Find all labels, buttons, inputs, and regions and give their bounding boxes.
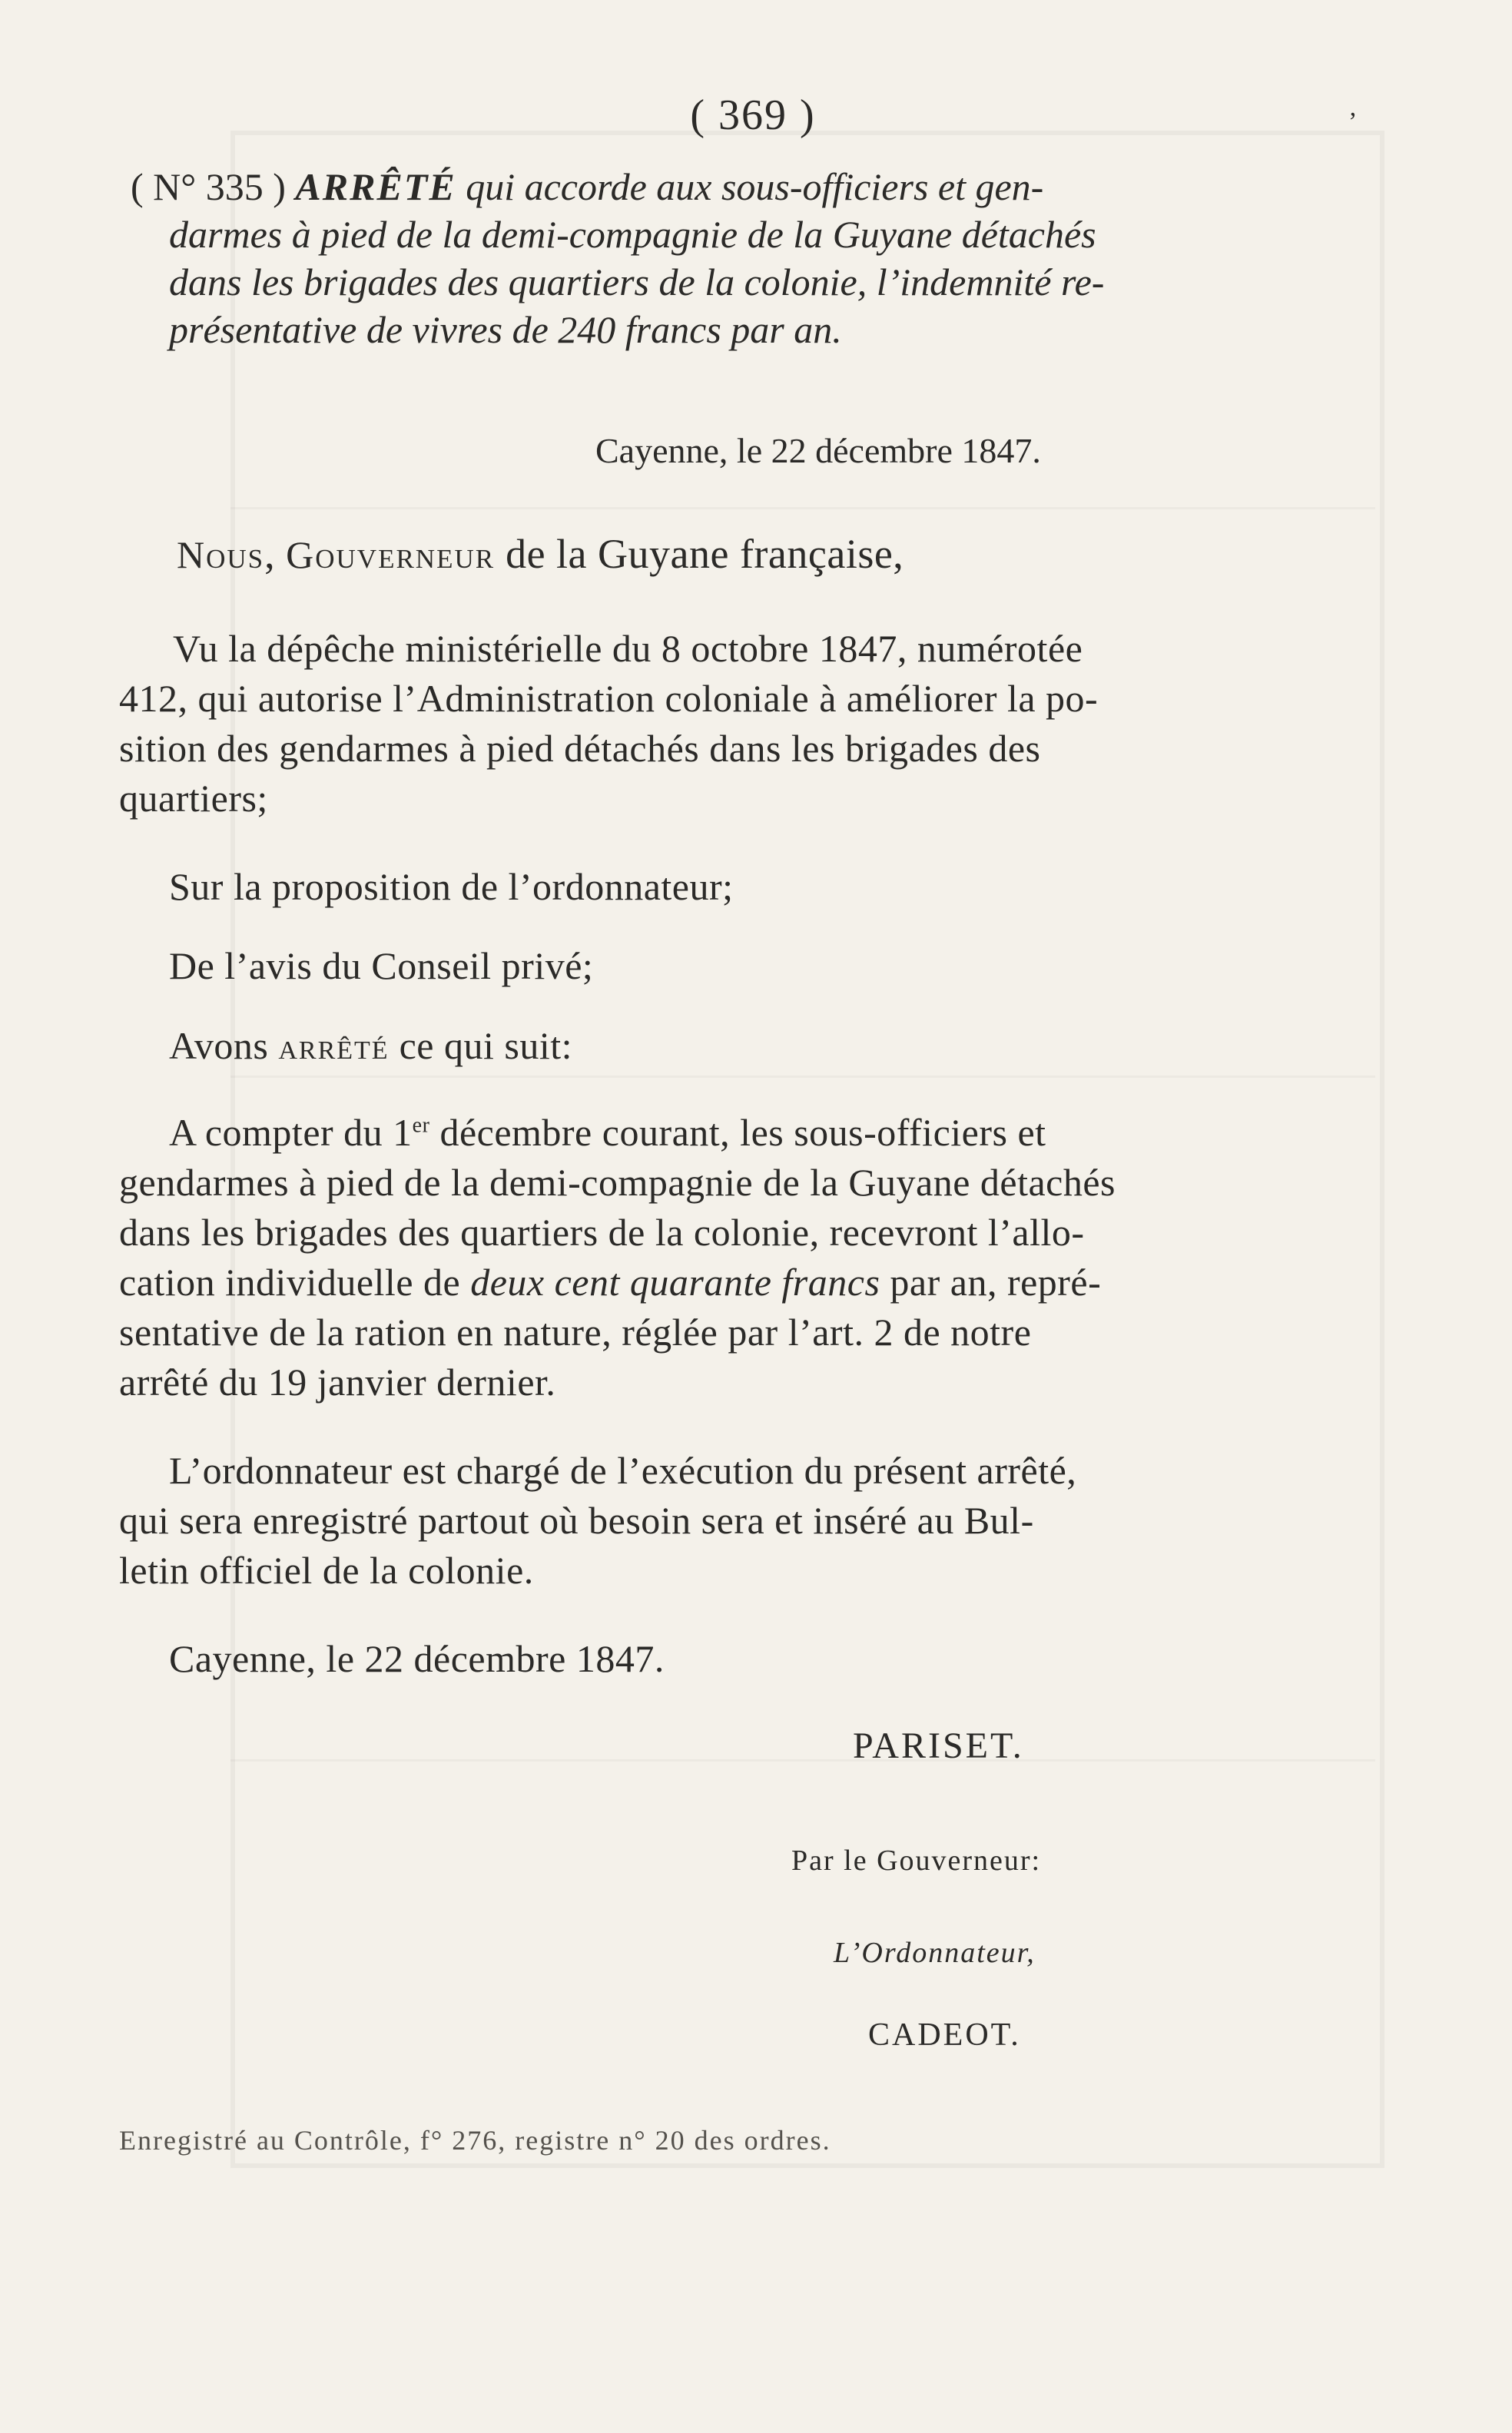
article-line-4 [119,1260,1101,1304]
corner-mark: ’ [1348,108,1358,136]
preamble: Nous, Gouverneur de la Guyane française, [177,531,904,577]
article-line-1-end: décembre courant, les sous-officiers et [429,1111,1046,1154]
considerant-line-4: quartiers; [119,777,268,820]
article-line-4-end: par an, repré- [880,1261,1102,1304]
avons-after: ce qui suit: [389,1024,572,1067]
article-line-5: sentative de la ration en nature, réglée par l’art. 2 de notre [119,1311,1032,1354]
signature-cadeot: CADEOT. [868,2017,1021,2053]
place-date-top: Cayenne, le 22 décembre 1847. [595,431,1041,470]
page-number: ( 369 ) [690,91,816,139]
execution-line-2: qui sera enregistré partout où besoin sera et inséré au Bul- [119,1499,1034,1542]
decree-keyword: ARRÊTÉ [295,165,456,208]
execution-line-3: letin officiel de la colonie. [119,1549,534,1592]
article-line-2: gendarmes à pied de la demi-compagnie de la Guyane détachés [119,1161,1116,1204]
considerant-line-1: Vu la dépêche ministérielle du 8 octobre 1847, numérotée [173,627,1083,670]
preamble-gouverneur: Gouverneur [286,533,496,576]
proposition-line: Sur la proposition de l’ordonnateur; [169,865,734,908]
place-date-bottom: Cayenne, le 22 décembre 1847. [169,1637,665,1680]
by-governor: Par le Gouverneur: [791,1845,1042,1877]
ordonnateur-title: L’Ordonnateur, [834,1937,1036,1969]
article-line-3: dans les brigades des quartiers de la colonie, recevront l’allo- [119,1211,1085,1254]
article-line-1-start: A compter du 1 [169,1111,413,1154]
decree-number: ( N° 335 ) [131,165,286,208]
preamble-nous: Nous [177,533,265,576]
title-line-3: dans les brigades des quartiers de la colonie, l’indemnité re- [169,260,1105,303]
article-ordinal: er [412,1113,430,1138]
signature-pariset: PARISET. [853,1725,1024,1766]
title-line-2: darmes à pied de la demi-compagnie de la Guyane détachés [169,213,1096,256]
article-amount: deux cent quarante francs [470,1261,880,1304]
considerant-line-3: sition des gendarmes à pied détachés dans les brigades des [119,727,1041,770]
article-line-6: arrêté du 19 janvier dernier. [119,1361,556,1404]
title-text: qui accorde aux sous-officiers et gen- [456,165,1044,208]
title-line-1 [131,163,1043,210]
execution-line-1: L’ordonnateur est chargé de l’exécution du présent arrêté, [169,1449,1077,1492]
avons-arrete-line [169,1023,572,1068]
registration-note: Enregistré au Contrôle, f° 276, registre n° 20 des ordres. [119,2125,831,2156]
arrete-word: ARRÊTÉ [278,1036,390,1065]
considerant-line-2: 412, qui autorise l’Administration coloniale à améliorer la po- [119,677,1099,720]
document-page [119,77,1387,2197]
avons-text: Avons [169,1024,279,1067]
title-line-4: présentative de vivres de 240 francs par an. [169,308,842,351]
article-line-1 [169,1110,1046,1155]
avis-line: De l’avis du Conseil privé; [169,944,594,987]
article-line-4-start: cation individuelle de [119,1261,471,1304]
preamble-rest: de la Guyane française, [495,531,904,577]
